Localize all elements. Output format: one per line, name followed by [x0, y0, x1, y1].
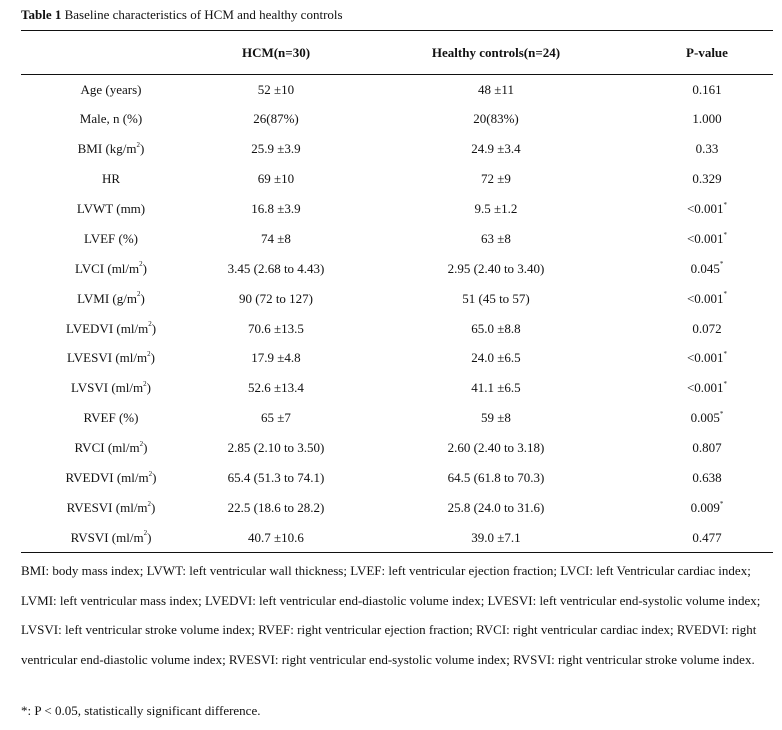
hcm-value: 3.45 (2.68 to 4.43)	[227, 260, 325, 276]
p-value: 0.807	[692, 440, 722, 456]
hcm-value: 69 ±10	[257, 171, 295, 187]
variable-cell	[21, 403, 201, 433]
table-row	[21, 523, 773, 553]
p-value: 0.329	[692, 171, 722, 187]
significance-marker: *	[719, 260, 724, 269]
hcm-value: 2.85 (2.10 to 3.50)	[227, 440, 325, 456]
p-value: 0.477	[692, 529, 722, 545]
p-value: <0.001	[686, 230, 724, 246]
hcm-value: 90 (72 to 127)	[238, 290, 314, 306]
variable-name: RVSVI (ml/m	[70, 529, 144, 545]
variable-cell	[21, 493, 201, 523]
unit-superscript: 2	[139, 439, 144, 448]
p-value: <0.001	[686, 290, 724, 306]
table-row	[21, 463, 773, 493]
hcm-value: 65 ±7	[261, 410, 291, 426]
unit-superscript: 2	[147, 499, 152, 508]
p-value: 0.072	[692, 320, 722, 336]
table-body	[21, 75, 773, 553]
control-value: 48 ±11	[478, 81, 514, 97]
variable-cell	[21, 314, 201, 344]
table-row	[21, 75, 773, 105]
hcm-value: 65.4 (51.3 to 74.1)	[227, 470, 325, 486]
table-row	[21, 224, 773, 254]
control-value: 20(83%)	[473, 111, 519, 127]
table-label: Table 1	[21, 7, 62, 22]
control-value: 39.0 ±7.1	[351, 523, 641, 553]
unit-superscript: 2	[143, 529, 148, 538]
p-value-cell	[641, 344, 773, 374]
table-row	[21, 433, 773, 463]
variable-name: HR	[101, 171, 121, 187]
table-title: Baseline characteristics of HCM and healthy controls	[64, 7, 343, 22]
unit-superscript: 2	[148, 320, 152, 329]
table-row	[21, 254, 773, 284]
variable-cell	[21, 284, 201, 314]
variable-cell	[21, 194, 201, 224]
p-value: 0.009	[690, 499, 720, 515]
significance-marker: *	[719, 499, 724, 508]
hcm-value: 17.9 ±4.8	[251, 350, 301, 366]
table-row	[21, 194, 773, 224]
p-value-cell	[641, 373, 773, 403]
significance-marker: *	[723, 290, 728, 299]
unit-superscript: 2	[136, 140, 141, 149]
header-hcm: HCM(n=30)	[201, 31, 351, 75]
unit-close: )	[152, 470, 157, 486]
variable-name: RVESVI (ml/m	[66, 499, 148, 515]
significance-marker: *	[719, 409, 724, 418]
control-value: 9.5 ±1.2	[474, 201, 518, 216]
hcm-value: 25.9 ±3.9	[251, 141, 301, 157]
unit-close: )	[150, 350, 155, 366]
hcm-value: 52 ±10	[257, 81, 295, 97]
control-value: 65.0 ±8.8	[471, 320, 521, 336]
control-value: 64.5 (61.8 to 70.3)	[447, 470, 545, 486]
control-value: 25.8 (24.0 to 31.6)	[447, 499, 545, 515]
unit-superscript: 2	[139, 260, 143, 269]
table-row	[21, 284, 773, 314]
control-value: 51 (45 to 57)	[462, 290, 530, 306]
control-value: 24.0 ±6.5	[471, 350, 521, 366]
variable-cell	[21, 344, 201, 374]
variable-cell	[21, 254, 201, 284]
unit-close: )	[151, 320, 157, 336]
variable-name: LVEF (%)	[83, 230, 139, 246]
p-value-cell	[641, 463, 773, 493]
control-value: 59 ±8	[481, 410, 511, 426]
header-variable	[21, 31, 201, 75]
variable-cell	[21, 373, 201, 403]
p-value: 0.045	[690, 260, 720, 276]
p-value: 0.161	[692, 81, 722, 97]
hcm-value: 52.6 ±13.4	[248, 380, 304, 396]
hcm-value: 40.7 ±10.6	[201, 523, 351, 553]
table-row	[21, 164, 773, 194]
variable-cell	[21, 164, 201, 194]
control-value: 2.60 (2.40 to 3.18)	[447, 440, 545, 456]
p-value: 0.638	[692, 470, 722, 486]
header-controls: Healthy controls(n=24)	[351, 31, 641, 75]
p-value-cell	[641, 164, 773, 194]
p-value-cell	[641, 194, 773, 224]
table-row	[21, 373, 773, 403]
significance-marker: *	[723, 230, 728, 239]
unit-close: )	[143, 440, 148, 456]
variable-name: Age (years)	[80, 81, 142, 97]
unit-close: )	[140, 290, 145, 306]
p-value-cell	[641, 134, 773, 164]
table-row	[21, 344, 773, 374]
unit-superscript: 2	[148, 469, 153, 478]
unit-superscript: 2	[147, 350, 151, 359]
control-value: 41.1 ±6.5	[471, 380, 521, 396]
variable-name: LVCI (ml/m	[74, 260, 140, 276]
p-value-cell	[641, 284, 773, 314]
variable-cell	[21, 224, 201, 254]
significance-marker: *	[723, 380, 728, 389]
p-value: 0.33	[695, 141, 719, 157]
table-row	[21, 493, 773, 523]
control-value: 72 ±9	[481, 171, 511, 187]
variable-name: RVCI (ml/m	[74, 440, 140, 456]
table-row	[21, 314, 773, 344]
p-value-cell	[641, 493, 773, 523]
unit-close: )	[147, 529, 152, 545]
p-value: 1.000	[692, 111, 722, 127]
unit-close: )	[140, 141, 145, 157]
control-value: 24.9 ±3.4	[471, 141, 521, 157]
significance-marker: *	[723, 350, 728, 359]
variable-name: LVWT (mm)	[76, 201, 146, 216]
hcm-value: 16.8 ±3.9	[251, 201, 301, 216]
p-value-cell	[641, 224, 773, 254]
unit-close: )	[151, 499, 156, 515]
unit-close: )	[142, 260, 147, 276]
variable-cell	[21, 523, 201, 553]
variable-name: LVESVI (ml/m	[67, 350, 148, 366]
control-value: 2.95 (2.40 to 3.40)	[447, 260, 545, 276]
hcm-value: 74 ±8	[261, 230, 291, 246]
variable-cell	[21, 134, 201, 164]
variable-name: RVEF (%)	[83, 410, 139, 426]
unit-superscript: 2	[143, 380, 147, 389]
table-row	[21, 134, 773, 164]
table-header-row	[21, 31, 773, 75]
table-row	[21, 104, 773, 134]
header-pvalue: P-value	[641, 31, 773, 75]
p-value-cell	[641, 104, 773, 134]
variable-cell	[21, 104, 201, 134]
unit-superscript: 2	[136, 290, 141, 299]
significance-footnote: *: P < 0.05, statistically significant difference.	[21, 703, 261, 718]
hcm-value: 22.5 (18.6 to 28.2)	[227, 499, 325, 515]
variable-cell	[21, 463, 201, 493]
variable-cell	[21, 75, 201, 105]
p-value-cell	[641, 433, 773, 463]
variable-name: RVEDVI (ml/m	[65, 470, 149, 486]
p-value-cell	[641, 314, 773, 344]
table-caption	[21, 7, 343, 23]
p-value: 0.005	[690, 410, 720, 426]
variable-name: BMI (kg/m	[77, 141, 137, 157]
hcm-value: 26(87%)	[253, 111, 299, 127]
p-value-cell	[641, 403, 773, 433]
p-value-cell	[641, 75, 773, 105]
abbreviations-note: BMI: body mass index; LVWT: left ventricular wall thickness; LVEF: left ventricular ejection fraction; LVCI: left Ventricular cardiac index; LVMI: left ventricular mass index; LVEDVI: left ventricular end-diastolic volume index; LVESVI: left ventricular end-systolic volume index; LVSVI: left ventricular stroke volume index; RVEF: right ventricular ejection fraction; RVCI: right ventricular cardiac index; RVEDVI: right ventricular end-diastolic volume index; RVESVI: right ventricular end-systolic volume index; RVSVI: right ventricular stroke volume index.	[21, 563, 761, 668]
variable-name: LVEDVI (ml/m	[65, 320, 149, 336]
control-value: 63 ±8	[481, 230, 511, 246]
p-value: <0.001	[686, 350, 724, 366]
p-value-cell	[641, 254, 773, 284]
table-row	[21, 403, 773, 433]
significance-marker: *	[723, 200, 728, 209]
p-value: <0.001	[686, 201, 724, 216]
p-value-cell	[641, 523, 773, 553]
variable-name: LVSVI (ml/m	[71, 380, 144, 396]
baseline-table	[21, 30, 773, 553]
unit-close: )	[146, 380, 151, 396]
variable-name: LVMI (g/m	[77, 290, 137, 306]
variable-cell	[21, 433, 201, 463]
p-value: <0.001	[686, 380, 724, 396]
hcm-value: 70.6 ±13.5	[248, 320, 304, 336]
variable-name: Male, n (%)	[79, 111, 143, 127]
